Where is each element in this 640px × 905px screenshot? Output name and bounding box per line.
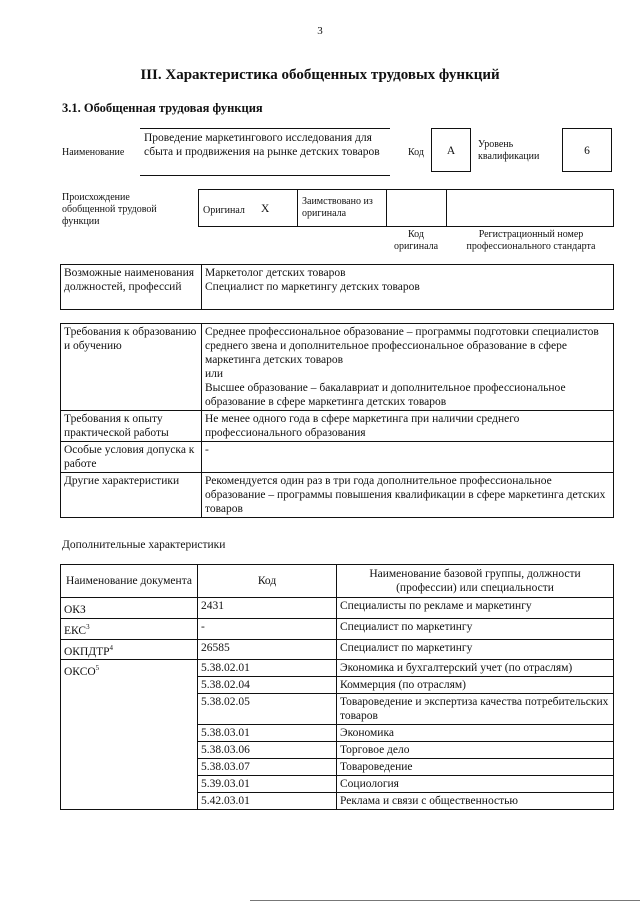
table-header-row [61, 565, 614, 598]
footnote-ref: 4 [109, 643, 114, 652]
name-cell: Коммерция (по отраслям) [337, 677, 614, 694]
doc-cell [61, 639, 198, 660]
table-row [61, 265, 614, 310]
name-cell: Социология [337, 776, 614, 793]
table-row [61, 639, 614, 660]
reg-number-label: Регистрационный номер профессионального стандарта [466, 229, 596, 252]
origin-divider-1 [297, 189, 298, 227]
header-doc: Наименование документа [61, 565, 198, 598]
doc-name: ОКСО [64, 666, 96, 679]
additional-title: Дополнительные характеристики [62, 539, 226, 551]
level-label: Уровень квалификации [478, 139, 540, 162]
doc-cell [61, 618, 198, 639]
code-value: A [431, 128, 471, 172]
table-row [61, 618, 614, 639]
name-cell: Экономика и бухгалтерский учет (по отраслям) [337, 660, 614, 677]
code-cell: 5.38.03.06 [198, 742, 337, 759]
subsection-title: 3.1. Обобщенная трудовая функция [62, 101, 263, 115]
req-value: Рекомендуется один раз в три года дополнительное профессиональное образование – программы повышения квалификации в сфере маркетинга детских товаров [202, 473, 614, 518]
req-value: - [202, 442, 614, 473]
code-cell: 5.38.03.01 [198, 725, 337, 742]
name-cell: Специалисты по рекламе и маркетингу [337, 598, 614, 619]
code-cell: - [198, 618, 337, 639]
table-row [61, 660, 614, 677]
name-cell: Экономика [337, 725, 614, 742]
section-title: III. Характеристика обобщенных трудовых функций [140, 67, 500, 83]
footnote-ref: 3 [86, 622, 90, 631]
header-name: Наименование базовой группы, должности (профессии) или специальности [337, 565, 614, 598]
code-cell: 5.42.03.01 [198, 793, 337, 810]
name-cell: Товароведение и экспертиза качества потребительских товаров [337, 694, 614, 725]
doc-cell [61, 598, 198, 619]
code-cell: 2431 [198, 598, 337, 619]
req-line: Среднее профессиональное образование – программы подготовки специалистов среднего звена и дополнительное профессиональное образование в сфере маркетинга детских товаров [205, 326, 599, 366]
name-cell: Реклама и связи с общественностью [337, 793, 614, 810]
req-label: Другие характеристики [61, 473, 202, 518]
doc-cell [61, 660, 198, 810]
borrowed-label: Заимствовано из оригинала [302, 196, 373, 219]
table-row [61, 324, 614, 411]
doc-name: ЕКС [64, 624, 87, 637]
name-cell: Торговое дело [337, 742, 614, 759]
positions-label: Возможные наименования должностей, профессий [61, 265, 202, 310]
page-number: 3 [317, 25, 323, 37]
code-cell: 5.38.02.05 [198, 694, 337, 725]
name-label: Наименование [62, 147, 125, 158]
function-name: Проведение маркетингового исследования для сбыта и продвижения на рынке детских товаров [140, 128, 390, 176]
level-value: 6 [562, 128, 612, 172]
footnote-ref: 5 [95, 664, 100, 673]
req-line: или [205, 368, 224, 380]
header-code: Код [198, 565, 337, 598]
position-item: Специалист по маркетингу детских товаров [205, 281, 420, 293]
doc-name: ОКПДТР [64, 645, 110, 658]
table-row [61, 598, 614, 619]
code-cell: 5.38.02.01 [198, 660, 337, 677]
original-label: Оригинал [203, 205, 245, 216]
code-original-label: Код оригинала [393, 229, 439, 252]
original-mark: X [261, 203, 270, 215]
origin-divider-2 [386, 189, 387, 227]
code-label: Код [408, 147, 424, 158]
name-cell: Специалист по маркетингу [337, 618, 614, 639]
name-cell: Товароведение [337, 759, 614, 776]
code-cell: 5.38.03.07 [198, 759, 337, 776]
req-value: Не менее одного года в сфере маркетинга при наличии среднего профессионального образования [202, 411, 614, 442]
additional-table [60, 564, 614, 810]
req-label: Особые условия допуска к работе [61, 442, 202, 473]
code-cell: 5.39.03.01 [198, 776, 337, 793]
req-label: Требования к образованию и обучению [61, 324, 202, 411]
table-row [61, 411, 614, 442]
origin-label: Происхождение обобщенной трудовой функции [62, 192, 157, 227]
requirements-table [60, 323, 614, 518]
req-value [202, 324, 614, 411]
doc-name: ОКЗ [64, 603, 86, 616]
name-cell: Специалист по маркетингу [337, 639, 614, 660]
code-cell: 5.38.02.04 [198, 677, 337, 694]
req-line: Высшее образование – бакалавриат и дополнительное профессиональное образование в сфере маркетинга детских товаров [205, 382, 566, 408]
position-item: Маркетолог детских товаров [205, 267, 346, 279]
table-row [61, 473, 614, 518]
origin-divider-3 [446, 189, 447, 227]
bottom-rule [250, 900, 640, 901]
code-cell: 26585 [198, 639, 337, 660]
table-row [61, 442, 614, 473]
positions-values [202, 265, 614, 310]
req-label: Требования к опыту практической работы [61, 411, 202, 442]
positions-table [60, 264, 614, 310]
